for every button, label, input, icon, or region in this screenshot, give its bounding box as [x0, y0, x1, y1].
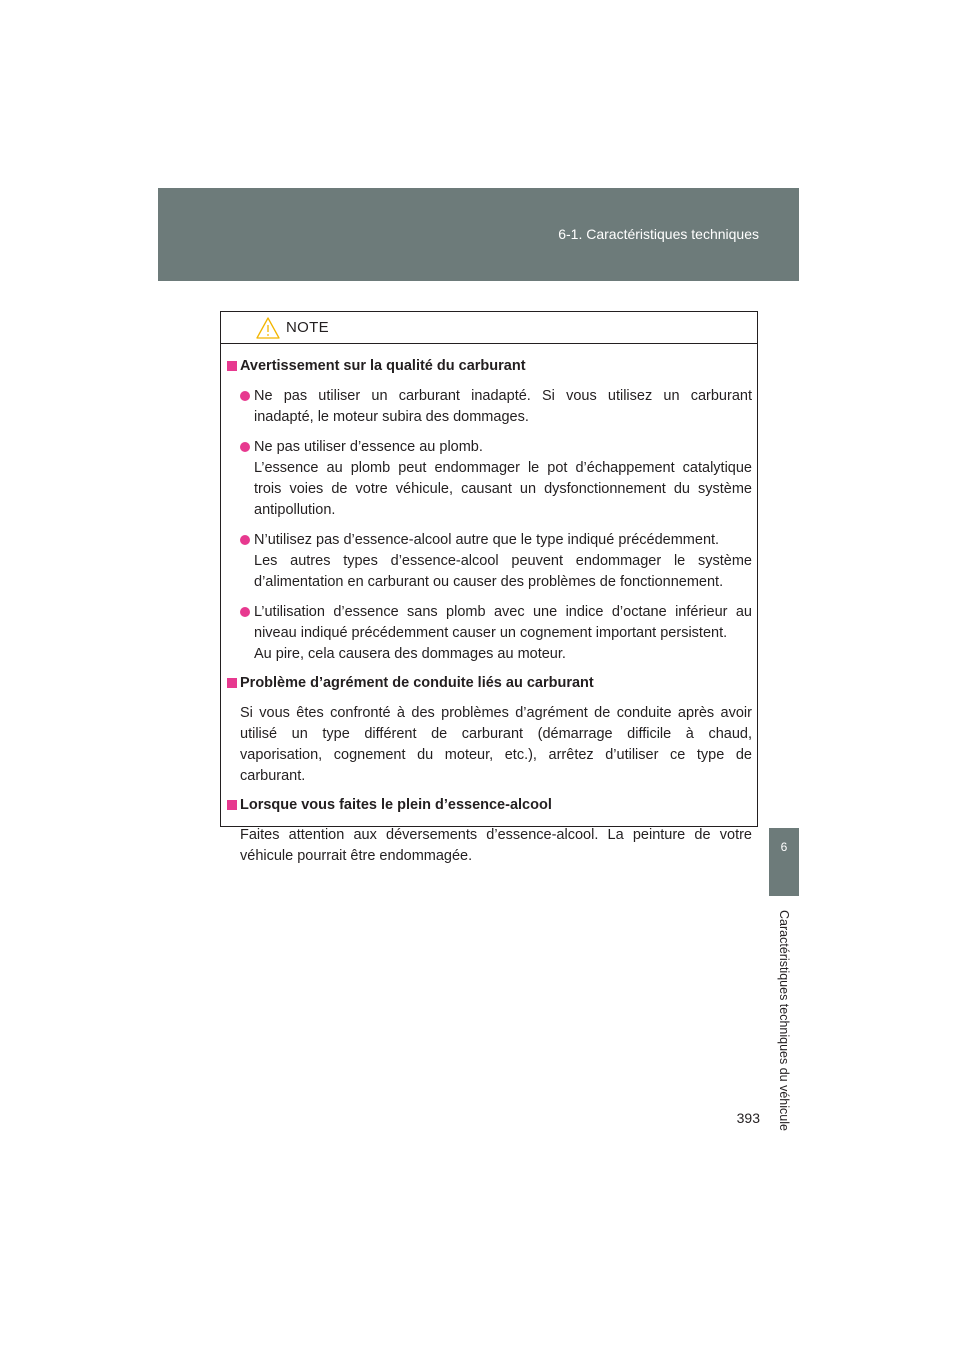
section-heading: Lorsque vous faites le plein d’essence-alcool — [227, 795, 752, 816]
list-item: L’utilisation d’essence sans plomb avec une indice d’octane inférieur au niveau indiqué précédemment causer un cognement important persistent. Au pire, cela causera des dommages au moteur. — [227, 602, 752, 665]
chapter-number: 6 — [780, 840, 788, 854]
round-bullet-icon — [240, 442, 250, 452]
square-bullet-icon — [227, 361, 237, 371]
note-header — [221, 312, 757, 344]
round-bullet-icon — [240, 391, 250, 401]
note-box — [220, 311, 758, 864]
section-heading: Problème d’agrément de conduite liés au carburant — [227, 673, 752, 694]
section-title: 6-1. Caractéristiques techniques — [558, 226, 759, 242]
list-item: N’utilisez pas d’essence-alcool autre que le type indiqué précédemment. Les autres types d’essence-alcool peuvent endommager le système d’alimentation en carburant ou causer des problèmes de fonctionnement. — [227, 530, 752, 593]
note-body — [221, 344, 757, 867]
chapter-label-text: Caractéristiques techniques du véhicule — [777, 909, 791, 1131]
page-number: 393 — [736, 1110, 760, 1126]
chapter-tab — [769, 828, 799, 896]
square-bullet-icon — [227, 678, 237, 688]
paragraph: Si vous êtes confronté à des problèmes d’agrément de conduite après avoir utilisé un type différent de carburant (démarrage difficile à chaud, vaporisation, cognement du moteur, etc.), arrêtez d’utiliser ce type de carburant. — [240, 705, 752, 784]
note-label: NOTE — [286, 319, 329, 336]
chapter-label — [765, 905, 803, 1135]
round-bullet-icon — [240, 535, 250, 545]
header-band — [158, 188, 799, 281]
round-bullet-icon — [240, 607, 250, 617]
section-heading: Avertissement sur la qualité du carburant — [227, 356, 752, 377]
list-item: Ne pas utiliser d’essence au plomb. L’essence au plomb peut endommager le pot d’échappement catalytique trois voies de votre véhicule, causant un dysfonctionnement du système antipollution. — [227, 437, 752, 521]
list-item: Ne pas utiliser un carburant inadapté. Si vous utilisez un carburant inadapté, le moteur subira des dommages. — [227, 386, 752, 428]
square-bullet-icon — [227, 800, 237, 810]
paragraph: Faites attention aux déversements d’essence-alcool. La peinture de votre véhicule pourrait être endommagée. — [240, 827, 752, 864]
warning-triangle-icon — [255, 316, 281, 340]
